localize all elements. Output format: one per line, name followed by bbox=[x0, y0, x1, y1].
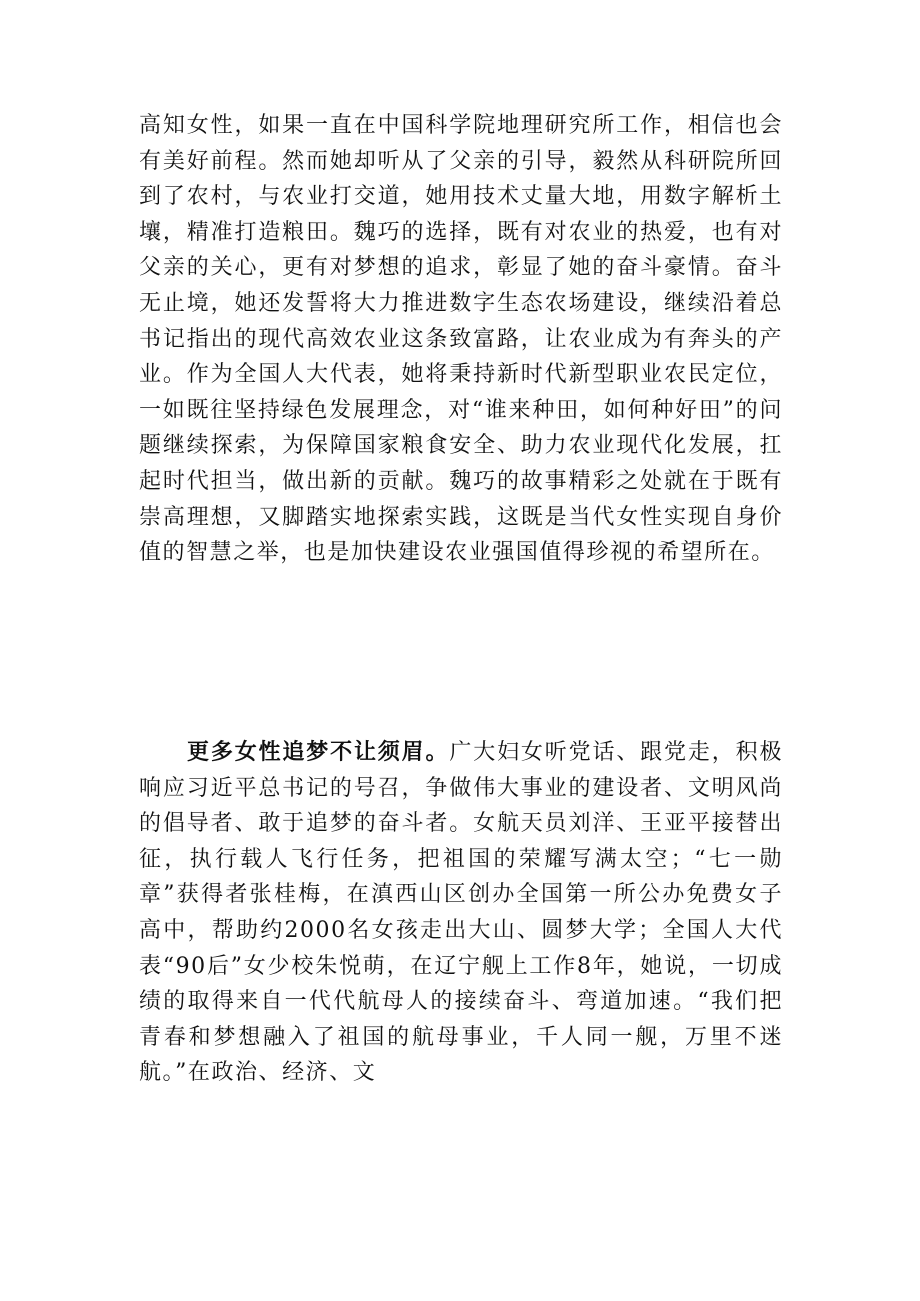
body-paragraph-1 bbox=[139, 108, 783, 571]
paragraph-1-text: 高知女性，如果一直在中国科学院地理研究所工作，相信也会有美好前程。然而她却听从了父亲的引导，毅然从科研院所回到了农村，与农业打交道，她用技术丈量大地，用数字解析土壤，精准打造粮田。魏巧的选择，既有对农业的热爱，也有对父亲的关心，更有对梦想的追求，彰显了她的奋斗豪情。奋斗无止境，她还发誓将大力推进数字生态农场建设，继续沿着总书记指出的现代高效农业这条致富路，让农业成为有奔头的产业。作为全国人大代表，她将秉持新时代新型职业农民定位，一如既往坚持绿色发展理念，对“谁来种田，如何种好田”的问题继续探索，为保障国家粮食安全、助力农业现代化发展，扛起时代担当，做出新的贡献。魏巧的故事精彩之处就在于既有崇高理想，又脚踏实地探索实践，这既是当代女性实现自身价值的智慧之举，也是加快建设农业强国值得珍视的希望所在。 bbox=[139, 113, 783, 566]
paragraph-2-lead-heading: 更多女性追梦不让须眉。 bbox=[187, 739, 450, 765]
body-paragraph-2 bbox=[139, 735, 783, 1091]
paragraph-2-text: 广大妇女听党话、跟党走，积极响应习近平总书记的号召，争做伟大事业的建设者、文明风尚的倡导者、敢于追梦的奋斗者。女航天员刘洋、王亚平接替出征，执行载人飞行任务，把祖国的荣耀写满太空；“七一勋章”获得者张桂梅，在滇西山区创办全国第一所公办免费女子高中，帮助约2000名女孩走出大山、圆梦大学；全国人大代表“90后”女少校朱悦萌，在辽宁舰上工作8年，她说，一切成绩的取得来自一代代航母人的接续奋斗、弯道加速。“我们把青春和梦想融入了祖国的航母事业，千人同一舰，万里不迷航。”在政治、经济、文 bbox=[139, 740, 783, 1086]
